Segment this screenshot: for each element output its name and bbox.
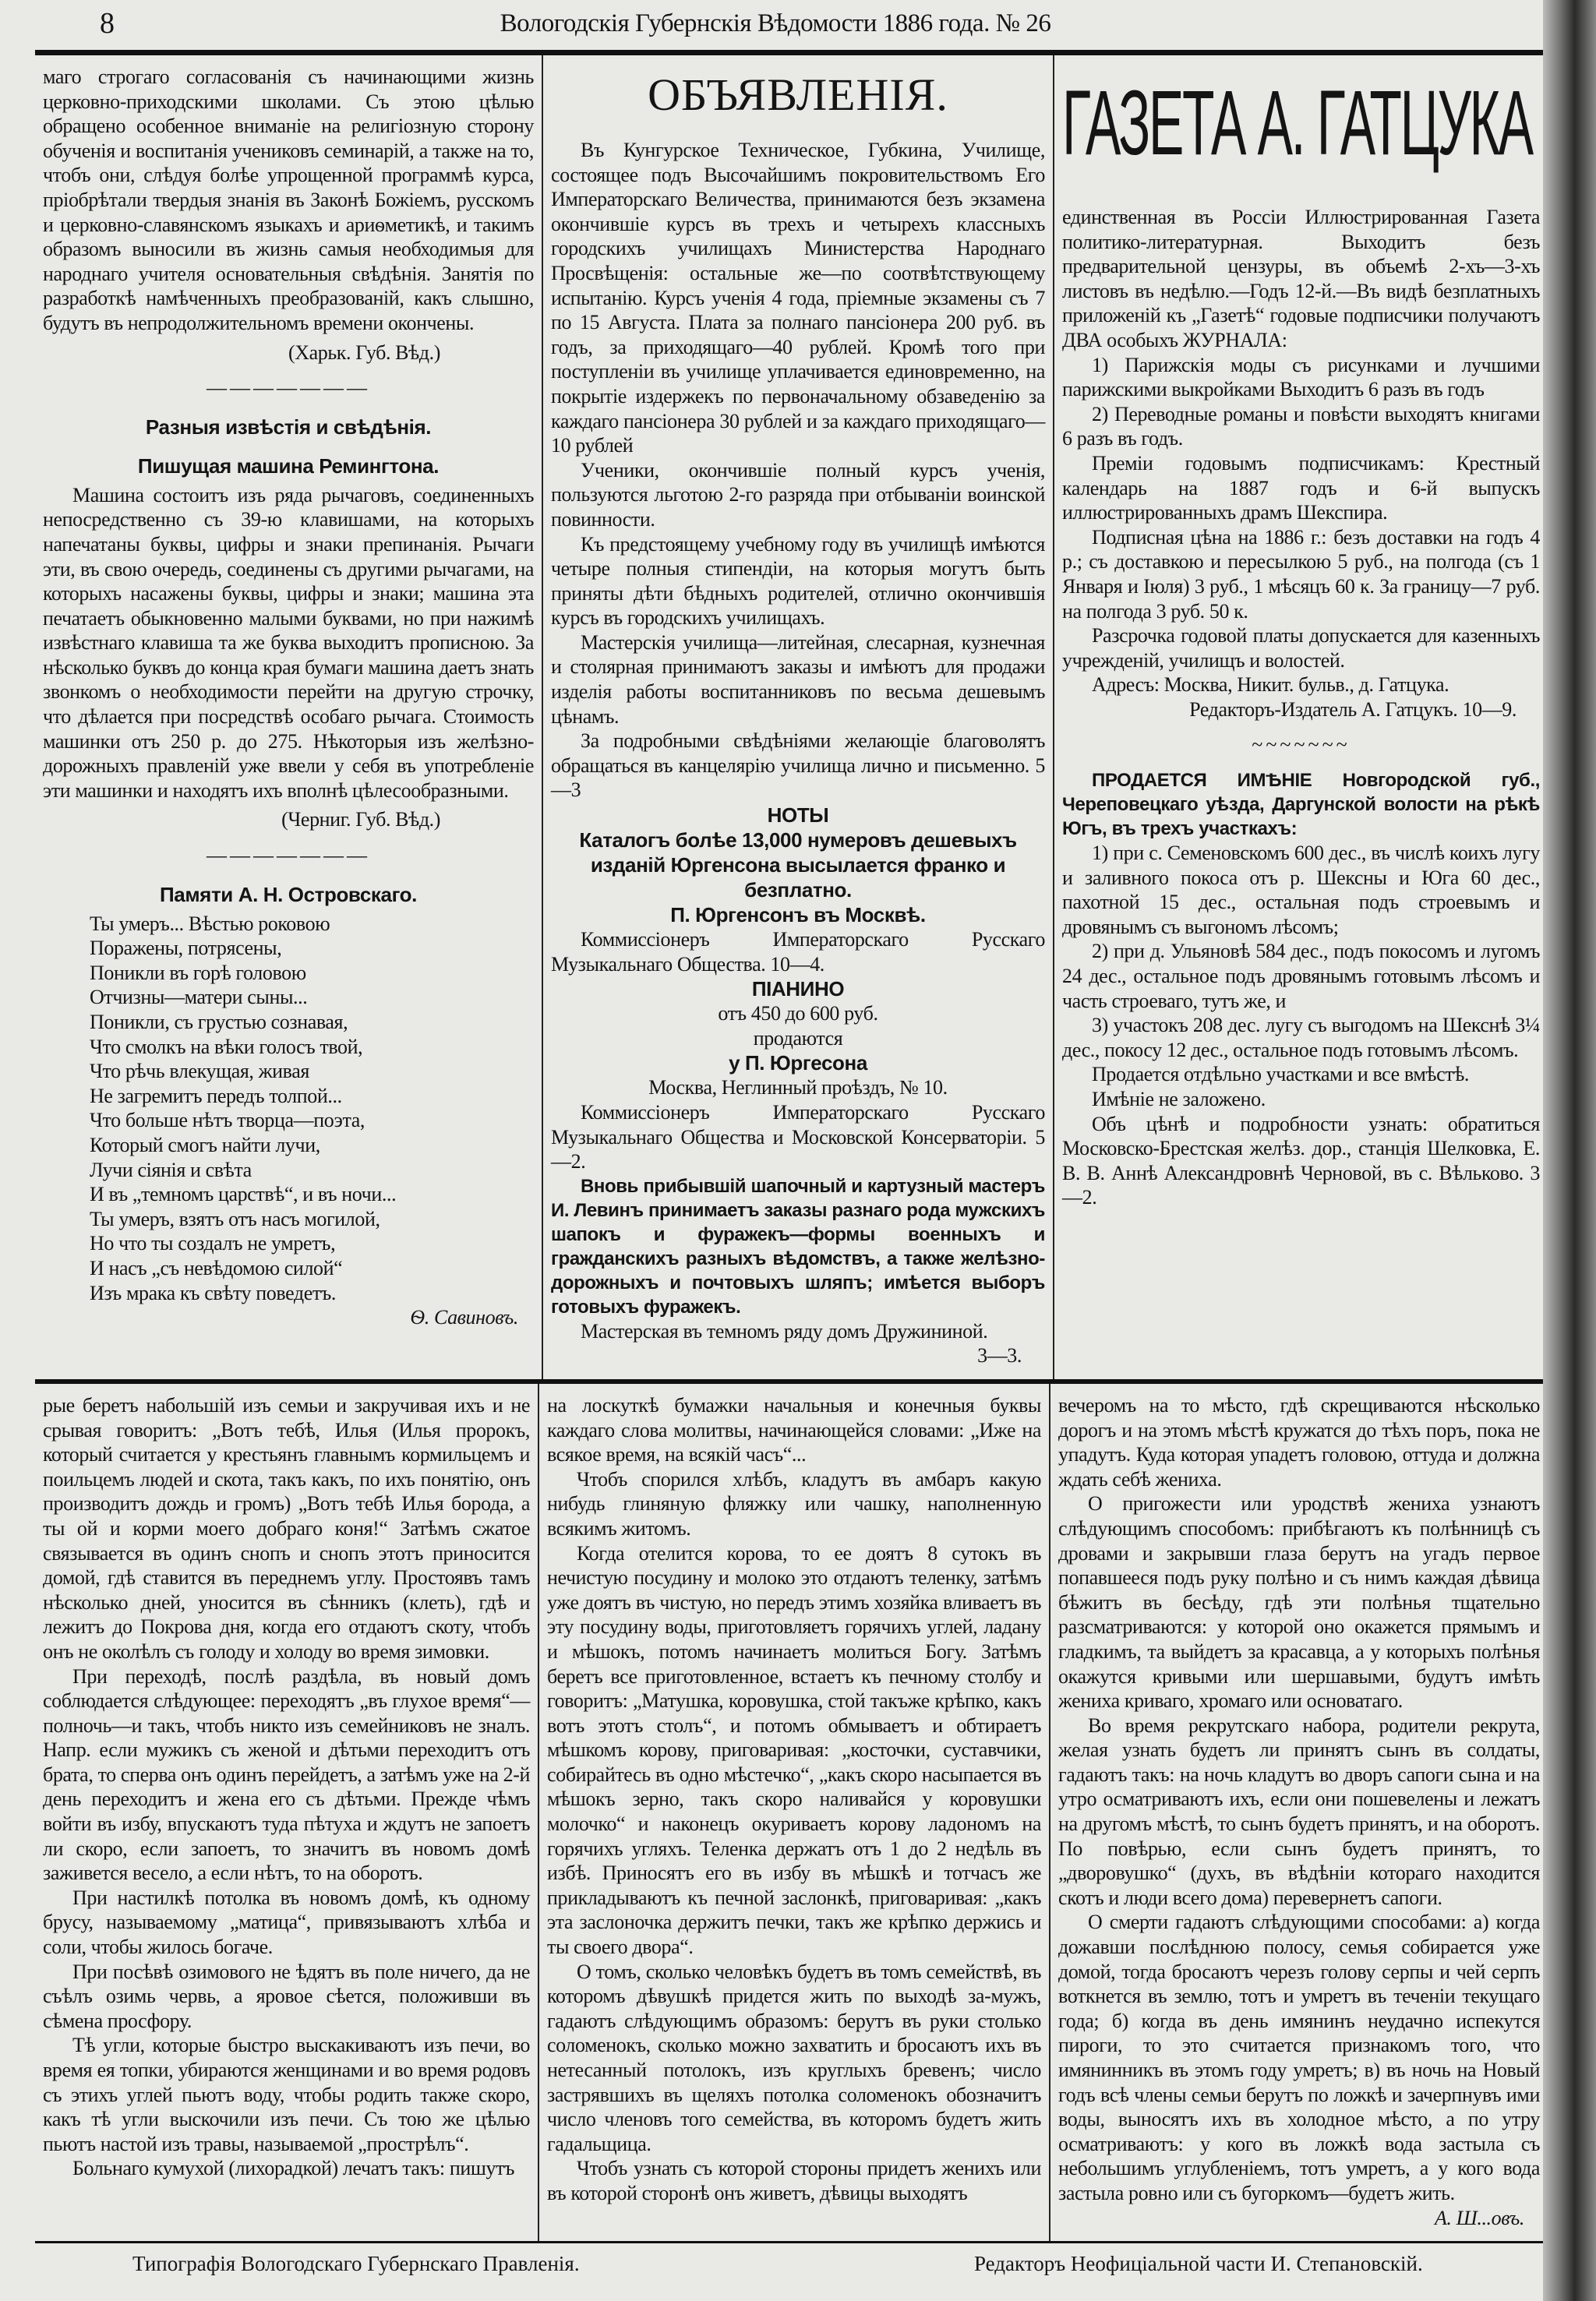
poem-line: Отчизны—матери сыны...: [90, 986, 308, 1009]
paragraph: Адресъ: Москва, Никит. бульв., д. Гатцука.: [1092, 673, 1449, 697]
poem-line: Поникли въ горѣ головою: [90, 961, 306, 984]
paragraph: 1) Парижскія моды съ рисунками и лучшими парижскими выкройками Выходитъ 6 разъ въ годъ: [1062, 353, 1540, 401]
paragraph: 2) при д. Ульяновѣ 584 дес., подъ покосомъ и лугомъ 24 дес., остальное подъ дровянымъ готовымъ лѣсомъ и часть строеваго, тутъ же, и: [1062, 940, 1540, 1012]
ad-number: 3—3.: [977, 1344, 1022, 1368]
section-heading: Разныя извѣстія и свѣдѣнія.: [145, 415, 432, 439]
paragraph: При настилкѣ потолка въ новомъ домѣ, къ одному брусу, называемому „матица“, привязываютъ хлѣба и соли, чтобы жилось богаче.: [43, 1886, 530, 1959]
paragraph: Чтобъ узнать съ которой стороны придетъ женихъ или въ которой сторонѣ онъ живетъ, дѣвицы выходятъ: [547, 2157, 1041, 2204]
poem-line: Но что ты создалъ не умретъ,: [90, 1232, 336, 1255]
poem-line: Поникли, съ грустью сознавая,: [90, 1011, 348, 1033]
bottom-middle-column: [538, 1384, 1049, 2241]
ad-heading: Каталогъ болѣе 13,000 нумеровъ дешевыхъ изданій Юргенсона высылается франко и безплатно.: [579, 828, 1017, 902]
paragraph: рые беретъ набольшій изъ семьи и закручивая ихъ и не срывая говоритъ: „Вотъ тебѣ, Илья (Илья пророкъ, который считается у крестьянъ главнымъ кормильцемъ и поильцемъ людей и скота, такъ какъ, по ихъ понятію, онъ производитъ дождь и громъ) „Вотъ тебѣ Илья борода, а ты ой и корми моего добраго коня!“ Затѣмъ сжатое связывается въ одинъ снопъ и снопъ этотъ приносится домой, гдѣ ставится въ переднемъ углу. Простоявъ тамъ нѣсколько дней, уносится въ сѣнникъ (клеть), гдѣ и лежитъ до Покрова дня, когда его отдаютъ скоту, чтобъ онъ не околѣлъ съ голоду и холоду во время зимовки.: [43, 1393, 530, 1663]
paragraph: Во время рекрутскаго набора, родители рекрута, желая узнать будетъ ли принятъ сынъ въ солдаты, гадаютъ такъ: на ночь кладутъ во дворъ сапоги сына и на утро осматриваютъ ихъ, если они пошевелены и лежатъ на другомъ мѣстѣ, то сынъ будетъ принятъ, и на оборотъ. По повѣрью, если сынъ будетъ принятъ, то „дворовушко“ (духъ, въ вѣдѣніи котораго находится скотъ и люди всего дома) перевернетъ сапоги.: [1058, 1713, 1540, 1909]
source-citation: (Черниг. Губ. Вѣд.): [281, 808, 440, 831]
top-left-column: [35, 55, 542, 1379]
section-title: ОБЪЯВЛЕНІЯ.: [648, 69, 948, 120]
paragraph: 2) Переводные романы и повѣсти выходятъ книгами 6 разъ въ годъ.: [1062, 402, 1540, 450]
printer-credit: Типографія Вологодскаго Губернскаго Правленія.: [132, 2252, 580, 2276]
paragraph: О смерти гадаютъ слѣдующими способами: а) когда дожавши послѣднюю полосу, семья собирается уже домой, тогда бросаютъ черезъ голову серпы и чей серпъ воткнется въ землю, тотъ и умретъ въ теченіи текущаго года; б) когда въ день имянинъ неудачно испекутся пироги, то это считается признакомъ того, что имянинникъ въ этомъ году умретъ; в) въ ночь на Новый годъ всѣ члены семьи берутъ по ложкѣ и зачерпнувъ ими воды, выносятъ ихъ въ холодное мѣсто, а по утру осматриваютъ: у кого въ ложкѣ вода застыла съ небольшимъ углубленіемъ, тотъ умретъ, а у кого вода застыла ровно или съ бугоркомъ—будетъ жить.: [1058, 1911, 1540, 2204]
ad-masthead: ГАЗЕТА А. ГАТЦУКА: [1062, 72, 1532, 175]
top-section: [35, 55, 1543, 1379]
bold-paragraph: Вновь прибывшій шапочный и картузный мастеръ И. Левинъ принимаетъ заказы разнаго рода мужскихъ шапокъ и фуражекъ—формы военныхъ и гражданскихъ разныхъ вѣдомствъ, а также желѣзно-дорожныхъ и почтовыхъ шляпъ; имѣется выборъ готовыхъ фуражекъ.: [551, 1175, 1046, 1318]
paragraph: Чтобъ спорился хлѣбъ, кладутъ въ амбаръ какую нибудь глиняную фляжку или чашку, наполненную всякимъ житомъ.: [547, 1467, 1041, 1540]
page-header: [35, 0, 1543, 50]
paragraph: Къ предстоящему учебному году въ училищѣ имѣются четыре полныя стипендіи, на которыя могутъ быть приняты дѣти бѣдныхъ родителей, отлично окончившія курсъ въ городскихъ училищахъ.: [551, 532, 1045, 630]
section-heading: Пишущая машина Ремингтона.: [137, 453, 440, 478]
poem-line: Поражены, потрясены,: [90, 937, 282, 960]
poem-line: И въ „темномъ царствѣ“, и въ ночи...: [90, 1183, 397, 1206]
ornament-divider: ~~~~~~~: [1252, 733, 1351, 757]
paragraph: Разсрочка годовой платы допускается для казенныхъ учрежденій, училищъ и волостей.: [1062, 624, 1540, 672]
centered-line: продаются: [753, 1026, 843, 1050]
paragraph: Коммиссіонеръ Императорскаго Русскаго Музыкальнаго Общества. 10—4.: [551, 928, 1045, 976]
poem-line: Ты умеръ, взятъ отъ насъ могилой,: [90, 1207, 380, 1230]
signature: А. Ш...овъ.: [1434, 2206, 1524, 2229]
paragraph: При посѣвѣ озимового не ѣдятъ въ поле ничего, да не съѣлъ озимь червь, а яровое сѣется, положивши въ сѣмена просфору.: [43, 1960, 530, 2032]
ad-heading: ПІАНИНО: [751, 977, 845, 1001]
ad-number: Редакторъ-Издатель А. Гатцукъ. 10—9.: [1189, 697, 1517, 721]
paragraph: Продается отдѣльно участками и все вмѣстѣ.: [1092, 1063, 1470, 1086]
paragraph: За подробными свѣдѣніями желающіе благоволятъ обращаться въ канцелярію училища лично и письменно. 5—3: [551, 729, 1045, 802]
bottom-right-column: [1049, 1384, 1543, 2241]
paragraph: Въ Кунгурское Техническое, Губкина, Училище, состоящее подъ Высочайшимъ покровительствомъ Его Императорскаго Величества, принимаются безъ экзамена окончившіе курсъ въ трехъ и четырехъ классныхъ городскихъ училищахъ Министерства Народнаго Просвѣщенія: остальные же—по соотвѣтствующему испытанію. Курсъ ученія 4 года, пріемные экзамены съ 7 по 15 Августа. Плата за полнаго пансіонера 200 руб. въ годъ, за приходящаго—40 рублей. Кромѣ того при поступленіи въ училище уплачивается единовременно, на покрытіе издержекъ по первоначальному обзаведенію за каждаго пансіонера 30 рублей и за каждаго приходящаго—10 рублей: [551, 139, 1045, 457]
poem-line: Изъ мрака къ свѣту поведетъ.: [90, 1281, 336, 1304]
paragraph: Тѣ угли, которые быстро выскакиваютъ изъ печи, во время ея топки, убираются женщинами и во время родовъ съ этихъ углей пьютъ воду, чтобы родить также скоро, какъ тѣ угли выскочили изъ печи. Съ тою же цѣлью пьютъ настой изъ травы, называемой „прострѣлъ“.: [43, 2034, 530, 2155]
page-number: 8: [100, 7, 115, 40]
paragraph: Ученики, окончившіе полный курсъ ученія, пользуются льготою 2-го разряда при отбываніи воинской повинности.: [551, 458, 1045, 531]
poem-line: И насъ „съ невѣдомою силой“: [90, 1256, 343, 1279]
ad-heading: П. Юргенсонъ въ Москвѣ.: [670, 903, 926, 927]
paragraph: 1) при с. Семеновскомъ 600 дес., въ числѣ коихъ лугу и заливного покоса отъ р. Шексны и Юга 60 дес., пахотной 15 дес., остальная подъ строевымъ и дровянымъ съ выгономъ лѣсомъ;: [1062, 842, 1540, 938]
centered-line: Москва, Неглинный проѣздъ, № 10.: [648, 1076, 948, 1099]
paragraph: 3) участокъ 208 дес. лугу съ выгодомъ на Шекснѣ 3¼ дес., покосу 12 дес., остальное подъ готовымъ лѣсомъ.: [1062, 1014, 1540, 1061]
paragraph: вечеромъ на то мѣсто, гдѣ скрещиваются нѣсколько дорогъ и на этомъ мѣстѣ кружатся до тѣхъ поръ, пока не упадутъ. Куда которая упадетъ головою, оттуда и должна ждать себѣ жениха.: [1058, 1393, 1540, 1491]
header-rule: [35, 50, 1543, 55]
ad-heading: НОТЫ: [767, 803, 829, 828]
ornament-divider: ———————: [207, 376, 370, 400]
section-heading: Памяти А. Н. Островскаго.: [160, 882, 417, 906]
top-right-column: [1053, 55, 1543, 1379]
advertisements-column: [542, 55, 1053, 1379]
bold-paragraph: ПРОДАЕТСЯ ИМѢНІЕ Новгородской губ., Череповецкаго уѣзда, Даргунской волости на рѣкѣ Югъ, въ трехъ участкахъ:: [1062, 770, 1540, 840]
paragraph: Объ цѣнѣ и подробности узнать: обратиться Московско-Брестская желѣз. дор., станція Шелковка, Е. В. В. Аннѣ Александровнѣ Черновой, въ с. Вѣльково. 3—2.: [1062, 1112, 1540, 1209]
poem-line: Что больше нѣтъ творца—поэта,: [90, 1109, 365, 1132]
page-binding-edge: [1543, 0, 1596, 2301]
poem-line: Не загремитъ передъ толпой...: [90, 1084, 342, 1107]
centered-line: отъ 450 до 600 руб.: [718, 1002, 878, 1025]
paragraph: Когда отелится корова, то ее доятъ 8 сутокъ въ нечистую посудину и молоко это отдаютъ теленку, затѣмъ уже доятъ въ чистую, но передъ этимъ хозяйка вливаетъ въ эту посудину воды, приготовляетъ горячихъ углей, ладану и мѣшокъ, потомъ начинаетъ молиться Богу. Затѣмъ беретъ все приготовленное, встаетъ къ печному столбу и говоритъ: „Матушка, коровушка, стой такъже крѣпко, какъ вотъ этотъ столъ“, и потомъ обмываетъ и обтираетъ мѣшкомъ корову, приговаривая: „косточки, суставчики, собирайтесь въ одно мѣстечко“, „какъ скоро насыпается въ мѣшокъ зерно, такъ скоро наливайся у коровушки молочко“ и наконецъ окуриваетъ корову ладономъ на горячихъ угляхъ. Теленка держатъ отъ 1 до 2 недѣль въ избѣ. Приносятъ его въ избу въ мѣшкѣ и тотчасъ же прикладываютъ къ печной заслонкѣ, приговаривая: „какъ эта заслоночка держитъ печки, такъ же крѣпко держись и ты своего двора“.: [547, 1541, 1041, 1959]
paragraph: на лоскуткѣ бумажки начальныя и конечныя буквы каждаго слова молитвы, начинающейся словами: „Иже на всякое время, на всякій часъ“...: [547, 1393, 1041, 1466]
paragraph: единственная въ Россіи Иллюстрированная Газета политико-литературная. Выходитъ безъ предварительной цензуры, въ объемѣ 2-хъ—3-хъ листовъ въ недѣлю.—Годъ 12-й.—Въ видѣ безплатныхъ приложеній къ „Газетѣ“ годовые подписчики получаютъ ДВА особыхъ ЖУРНАЛА:: [1062, 206, 1540, 351]
paragraph: Больнаго кумухой (лихорадкой) лечатъ такъ: пишутъ: [72, 2157, 515, 2180]
paragraph: О томъ, сколько человѣкъ будетъ въ томъ семействѣ, въ которомъ дѣвушкѣ придется жить по выходѣ за-мужъ, гадаютъ слѣдующимъ образомъ: берутъ въ руки столько соломенокъ, сколько можно захватить и бросаютъ ихъ въ нетесанный потолокъ, изъ круглыхъ бревенъ; число застрявшихъ въ щеляхъ потолка соломенокъ обозначитъ число членовъ того семейства, въ которомъ будетъ жить гадальщица.: [547, 1960, 1041, 2155]
paragraph: Мастерская въ темномъ ряду домъ Дружининой.: [581, 1319, 988, 1343]
paragraph: Имѣніе не заложено.: [1092, 1088, 1266, 1110]
paragraph: маго строгаго согласованія съ начинающими жизнь церковно-приходскими школами. Съ этою цѣлью обращено особенное вниманіе на религіозную сторону обученія и воспитанія учениковъ семинарій, а также на то, чтобъ они, слѣдуя болѣе упрощенной программѣ курса, пріобрѣтали твердыя знанія въ Законѣ Божіемъ, русскомъ и церковно-славянскомъ языкахъ и ариѳметикѣ, и такимъ образомъ выносили въ жизнь самыя необходимыя для народнаго учителя основательныя свѣдѣнія. Занятія по разработкѣ намѣченныхъ преобразованій, какъ слышно, будутъ въ непродолжительномъ времени окончены.: [43, 65, 534, 334]
poem-line: Лучи сіянія и свѣта: [90, 1158, 252, 1181]
paragraph: Подписная цѣна на 1886 г.: безъ доставки на годъ 4 р.; съ доставкою и пересылкою 5 руб., на полгода (съ 1 Января и Іюля) 3 руб., 1 мѣсяцъ 60 к. За границу—7 руб. на полгода 3 руб. 50 к.: [1062, 525, 1540, 623]
paragraph: Мастерскія училища—литейная, слесарная, кузнечная и столярная принимаютъ заказы и имѣютъ для продажи изделія работы воспитанниковъ по весьма дешевымъ цѣнамъ.: [551, 630, 1045, 728]
newspaper-page: [35, 0, 1543, 2298]
newspaper-title: Вологодскія Губернскія Вѣдомости 1886 года. № 26: [500, 9, 1051, 37]
poem-line: Ты умеръ... Вѣстью роковою: [90, 912, 330, 935]
bottom-left-column: [35, 1384, 538, 2241]
paragraph: Машина состоитъ изъ ряда рычаговъ, соединенныхъ непосредственно съ 39-ю клавишами, на которыхъ напечатаны буквы, цифры и знаки препинанія. Рычаги эти, въ свою очередь, соединены съ другими рычагами, на которыхъ насажены буквы, цифры и знаки; машина эта печатаетъ обыкновенно малыми буквами, но при нажимѣ извѣстнаго клавиша та же буква выходитъ прописною. За нѣсколько буквъ до конца края бумаги машина даетъ знать звонкомъ о необходимости перейти на другую строчку, что дѣлается при посредствѣ особаго рычага. Стоимость машинки отъ 250 р. до 275. Нѣкоторыя изъ желѣзно-дорожныхъ правленій уже ввели у себя въ употребленіе эти машинки и находятъ ихъ вполнѣ цѣлесообразными.: [43, 483, 534, 802]
poem-line: Что рѣчь влекущая, живая: [90, 1060, 309, 1083]
paragraph: При переходѣ, послѣ раздѣла, въ новый домъ соблюдается слѣдующее: переходятъ „въ глухое время“—полночь—и такъ, чтобъ никто изъ семейниковъ не зналъ. Напр. если мужикъ съ женой и дѣтьми переходитъ отъ брата, то сперва онъ одинъ перейдетъ, а затѣмъ уже на 2-й день переходитъ и жена его съ дѣтьми. Прежде чѣмъ войти въ избу, впускаютъ туда пѣтуха и ждутъ не запоетъ ли скоро, если запоетъ, то значитъ въ новомъ домѣ заживется весело, а если нѣтъ, то на оборотъ.: [43, 1664, 530, 1885]
ad-heading: у П. Юргесона: [729, 1051, 867, 1075]
poem-line: Что смолкъ на вѣки голосъ твой,: [90, 1035, 363, 1058]
poem-line: Который смогъ найти лучи,: [90, 1133, 320, 1156]
source-citation: (Харьк. Губ. Вѣд.): [288, 341, 440, 364]
paragraph: Преміи годовымъ подписчикамъ: Крестный календарь на 1887 годъ и 6-й выпускъ иллюстрированныхъ драмъ Шекспира.: [1062, 451, 1540, 524]
ornament-divider: ———————: [207, 844, 370, 867]
page-footer: [35, 2243, 1543, 2282]
paragraph: Коммиссіонеръ Императорскаго Русскаго Музыкальнаго Общества и Московской Консерваторіи. 5—2.: [551, 1101, 1045, 1173]
editor-credit: Редакторъ Неофиціальной части И. Степановскій.: [974, 2252, 1423, 2276]
paragraph: О пригожести или уродствѣ жениха узнаютъ слѣдующимъ способомъ: прибѣгаютъ къ полѣнницѣ съ дровами и закрывши глаза берутъ на угадъ первое попавшееся подъ руку полѣно и съ нимъ каждая дѣвица бѣжитъ въ бесѣду, гдѣ эти полѣнья тщательно разсматриваются: у которой оно окажется прямымъ и гладкимъ, та выйдетъ за красавца, а у которыхъ полѣнья окажутся кривыми или шершавыми, будутъ имѣть жениха криваго, хромаго или основатаго.: [1058, 1492, 1540, 1713]
signature: Ѳ. Савиновъ.: [410, 1306, 518, 1329]
bottom-section: [35, 1384, 1543, 2241]
